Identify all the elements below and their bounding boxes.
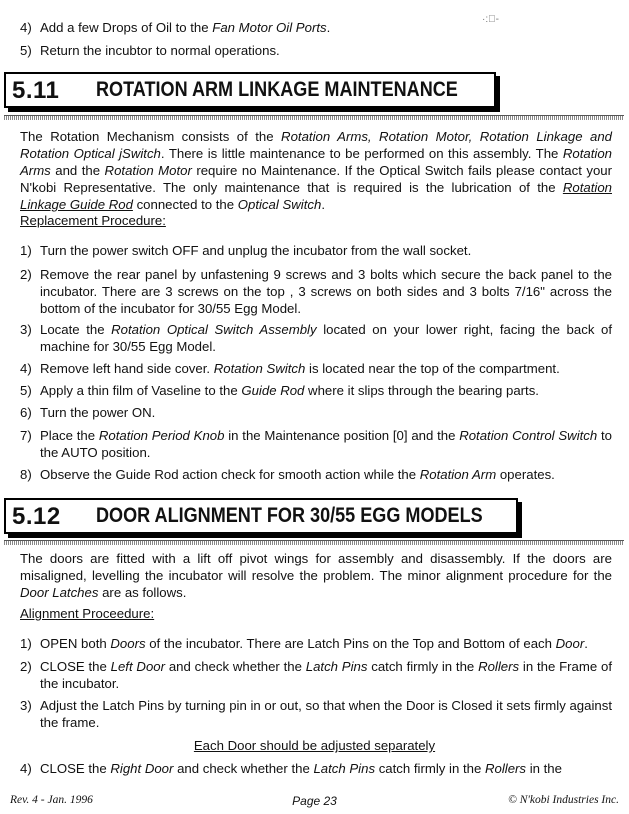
- footer-page-number: Page 23: [292, 794, 337, 808]
- section-title: DOOR ALIGNMENT FOR 30/55 EGG MODELS: [96, 504, 483, 527]
- divider: [4, 540, 624, 545]
- section-number: 5.11: [12, 77, 60, 104]
- subheading-replacement: Replacement Procedure:: [20, 213, 166, 228]
- subheading-alignment: Alignment Proceedure:: [20, 606, 155, 621]
- note-text: Each Door should be adjusted separately: [193, 738, 436, 753]
- section-paragraph: The Rotation Mechanism consists of the Rotation Arms, Rotation Motor, Rotation Linkage and Rotation Optical jSwitch. There is little maintenance to be performed on this assembly. The Rotation Arms and the Rotation Motor require no Maintenance. If the Optical Switch fails please contact your N'kobi Representative. The only maintenance that is required is the lubrication of the Rotation Linkage Guide Rod connected to the Optical Switch.: [20, 129, 613, 212]
- section-heading-5-11: [4, 72, 496, 108]
- section-heading-5-12: [4, 498, 518, 534]
- scan-speck: ·:ﾟ-: [482, 14, 499, 25]
- footer-revision: Rev. 4 - Jan. 1996: [10, 794, 93, 806]
- item-number: 5): [20, 43, 32, 58]
- section-title: ROTATION ARM LINKAGE MAINTENANCE: [96, 78, 458, 101]
- section-paragraph: The doors are fitted with a lift off pivot wings for assembly and disassembly. If the doors are misaligned, levelling the incubator will resolve the problem. The minor alignment procedure for the Door Latches are as follows.: [20, 551, 612, 600]
- item-text: Return the incubtor to normal operations.: [40, 43, 280, 58]
- divider: [4, 115, 624, 120]
- footer-copyright: © N'kobi Industries Inc.: [508, 794, 619, 806]
- section-number: 5.12: [12, 503, 61, 530]
- item-number: 4): [20, 20, 32, 35]
- item-text: Add a few Drops of Oil to the Fan Motor Oil Ports.: [40, 20, 331, 35]
